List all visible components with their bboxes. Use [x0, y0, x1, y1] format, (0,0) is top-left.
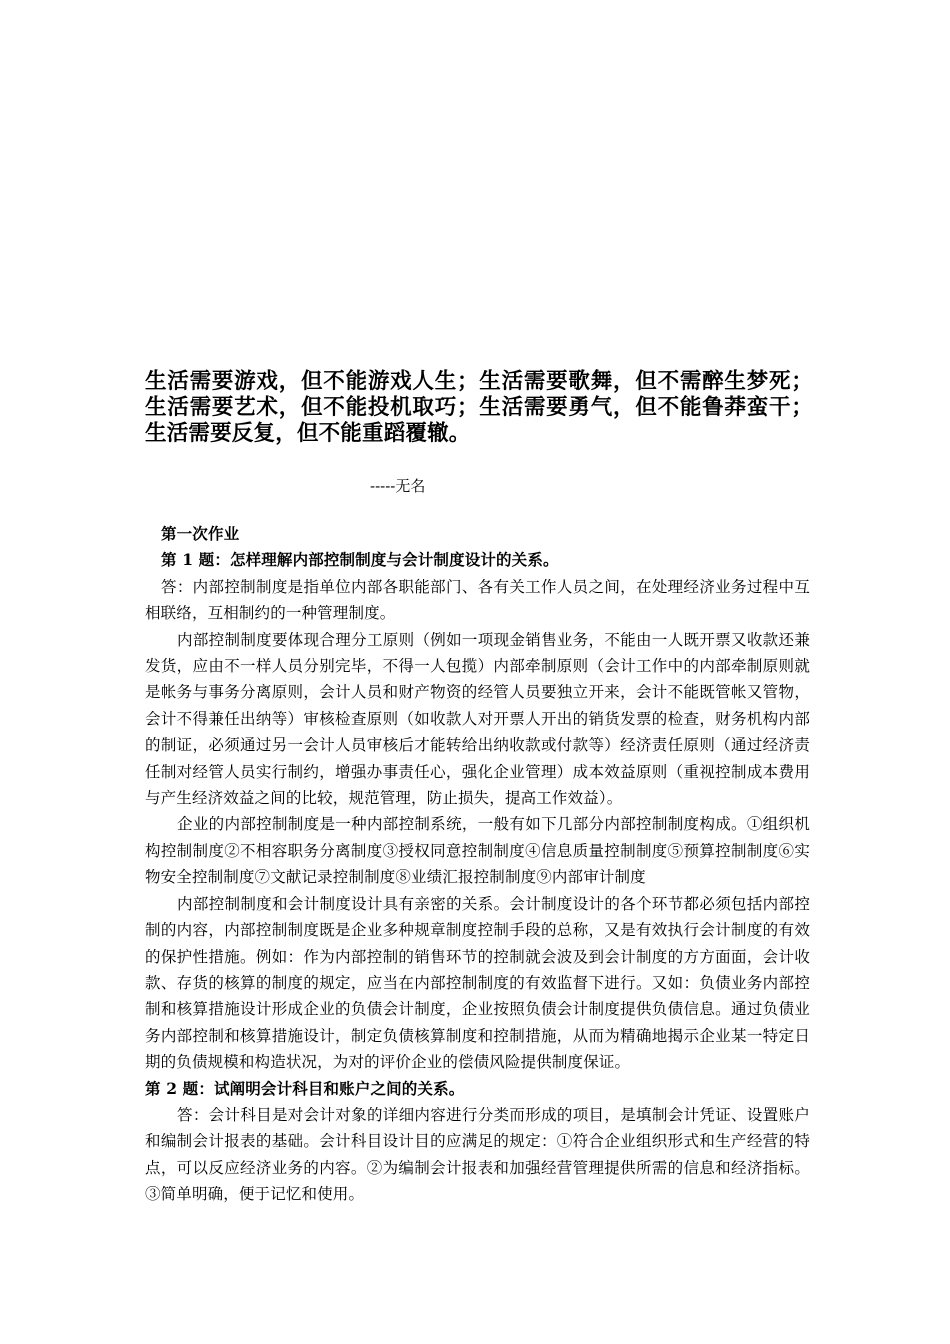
question-2-heading: 第 2 题：试阐明会计科目和账户之间的关系。	[145, 1078, 465, 1098]
question-1-answer-paragraph: 内部控制制度和会计制度设计具有亲密的关系。会计制度设计的各个环节都必须包括内部控制的内容，内部控制制度既是企业多种规章制度控制手段的总称，又是有效执行会计制度的有效的保护性措施。例如：作为内部控制的销售环节的控制就会波及到会计制度的方方面面，会计收款、存货的核算的制度的规定，应当在内部控制制度的有效监督下进行。又如：负债业务内部控制和核算措施设计形成企业的负债会计制度，企业按照负债会计制度提供负债信息。通过负债业务内部控制和核算措施设计，制定负债核算制度和控制措施，从而为精确地揭示企业某一特定日期的负债规模和构造状况，为对的评价企业的偿债风险提供制度保证。	[145, 894, 810, 1072]
question-1-answer-paragraph: 企业的内部控制制度是一种内部控制系统，一般有如下几部分内部控制制度构成。①组织机构控制制度②不相容职务分离制度③授权同意控制制度④信息质量控制制度⑤预算控制制度⑥实物安全控制制度⑦文献记录控制制度⑧业绩汇报控制制度⑨内部审计制度	[145, 815, 810, 887]
assignment-body	[145, 521, 810, 1208]
question-1-heading: 第 1 题：怎样理解内部控制制度与会计制度设计的关系。	[161, 550, 559, 570]
quote-author: -----无名	[370, 477, 426, 495]
question-2-answer-paragraph: 答：会计科目是对会计对象的详细内容进行分类而形成的项目，是填制会计凭证、设置账户和编制会计报表的基础。会计科目设计目的应满足的规定：①符合企业组织形式和生产经营的特点，可以反应经济业务的内容。②为编制会计报表和加强经营管理提供所需的信息和经济指标。③简单明确，便于记忆和使用。	[145, 1105, 810, 1204]
question-1-answer-paragraph: 内部控制制度要体现合理分工原则（例如一项现金销售业务，不能由一人既开票又收款还兼发货，应由不一样人员分别完毕，不得一人包揽）内部牵制原则（会计工作中的内部牵制原则就是帐务与事务分离原则，会计人员和财产物资的经管人员要独立开来，会计不能既管帐又管物，会计不得兼任出纳等）审核检查原则（如收款人对开票人开出的销货发票的检查，财务机构内部的制证，必须通过另一会计人员审核后才能转给出纳收款或付款等）经济责任原则（通过经济责任制对经管人员实行制约，增强办事责任心，强化企业管理）成本效益原则（重视控制成本费用与产生经济效益之间的比较，规范管理，防止损失，提高工作效益）。	[145, 630, 810, 808]
motto-quote: 生活需要游戏，但不能游戏人生；生活需要歌舞，但不需醉生梦死；生活需要艺术，但不能投机取巧；生活需要勇气，但不能鲁莽蛮干；生活需要反复，但不能重蹈覆辙。	[145, 369, 813, 446]
question-1-answer-paragraph: 答：内部控制制度是指单位内部各职能部门、各有关工作人员之间，在处理经济业务过程中互相联络，互相制约的一种管理制度。	[145, 577, 810, 623]
assignment-title: 第一次作业	[161, 524, 240, 543]
